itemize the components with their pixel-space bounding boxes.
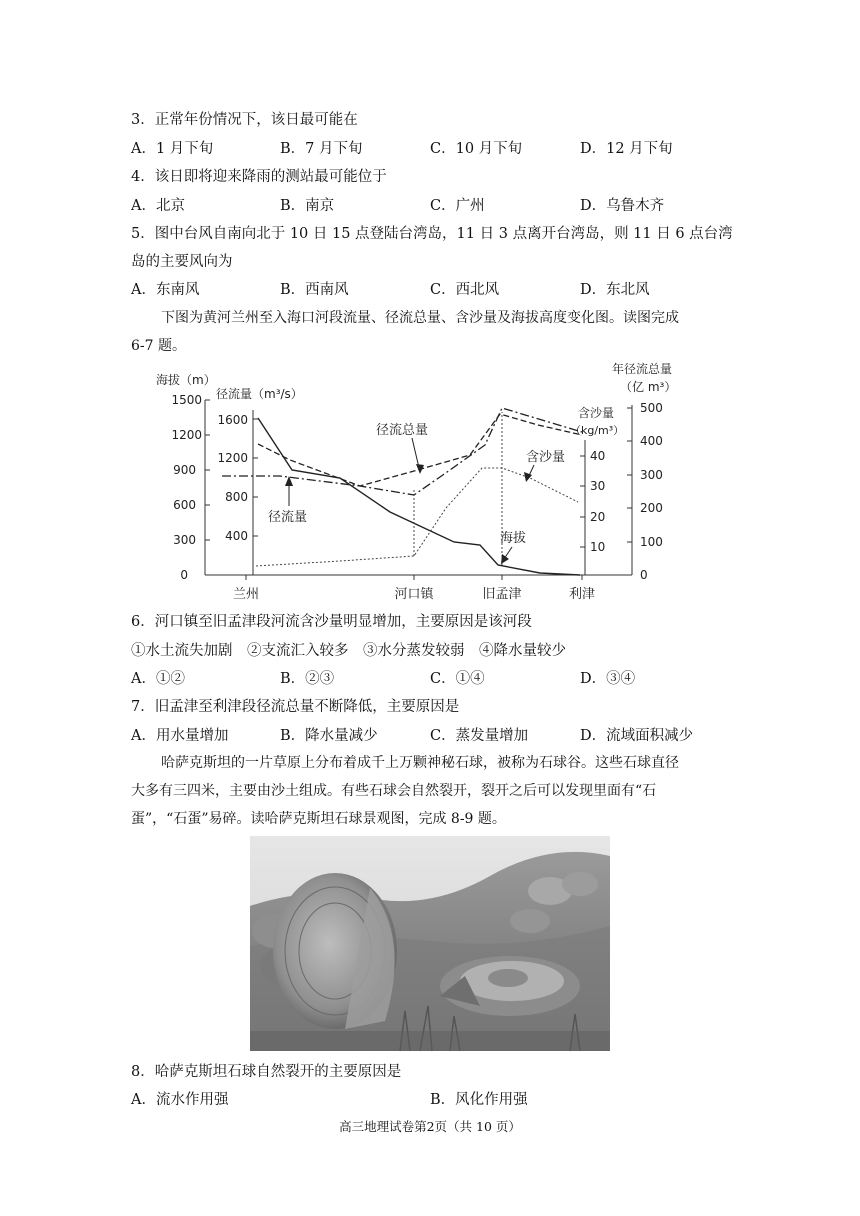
run-tick-500: 500 <box>640 401 663 415</box>
label-total-runoff: 径流总量 <box>376 423 429 438</box>
q7-option-c[interactable]: C．蒸发量增加 <box>430 728 529 744</box>
run-tick-400: 400 <box>640 434 663 448</box>
station-jiumengjin: 旧孟津 <box>482 587 522 602</box>
elev-tick-300: 300 <box>173 533 196 547</box>
q4-option-b[interactable]: B．南京 <box>280 198 335 214</box>
q6-stem: 6．河口镇至旧孟津段河流含沙量明显增加，主要原因是该河段 <box>131 614 532 630</box>
q4-stem: 4．该日即将迎来降雨的测站最可能位于 <box>131 169 387 185</box>
q6-reasons: ①水土流失加剧 ②支流汇入较多 ③水分蒸发较弱 ④降水量较少 <box>131 643 566 659</box>
q6-option-a[interactable]: A．①② <box>131 671 185 687</box>
sed-tick-30: 30 <box>590 479 606 493</box>
elev-tick-600: 600 <box>173 498 196 512</box>
disc-tick-800: 800 <box>225 490 248 504</box>
q3-option-b[interactable]: B．7 月下旬 <box>280 141 363 157</box>
axis-title-total-runoff-1: 年径流总量 <box>612 362 673 376</box>
stone-ball-photo <box>250 836 610 1051</box>
discharge-ticks <box>217 413 258 543</box>
intro-8-9-line1: 哈萨克斯坦的一片草原上分布着成千上万颗神秘石球，被称为石球谷。这些石球直径 <box>161 755 679 771</box>
q6-option-d[interactable]: D．③④ <box>580 671 636 687</box>
q7-stem: 7．旧孟津至利津段径流总量不断降低，主要原因是 <box>131 699 460 715</box>
axis-title-total-runoff-2: （亿 m³） <box>620 380 677 394</box>
q5-stem-line1: 5．图中台风自南向北于 10 日 15 点登陆台湾岛，11 日 3 点离开台湾岛，则 11 日 6 点台湾 <box>131 226 733 242</box>
disc-tick-400: 400 <box>225 529 248 543</box>
intro-8-9-line3: 蛋”，“石蛋”易碎。读哈萨克斯坦石球景观图，完成 8-9 题。 <box>131 811 506 827</box>
label-discharge: 径流量 <box>268 510 308 525</box>
q4-option-d[interactable]: D．乌鲁木齐 <box>580 198 665 214</box>
sed-tick-20: 20 <box>590 510 606 524</box>
station-lijin: 利津 <box>568 587 596 602</box>
run-tick-300: 300 <box>640 468 663 482</box>
q7-option-d[interactable]: D．流域面积减少 <box>580 728 694 744</box>
sed-tick-40: 40 <box>590 449 606 463</box>
q4-option-a[interactable]: A．北京 <box>131 198 185 214</box>
page-footer: 高三地理试卷第2页（共 10 页） <box>339 1119 521 1134</box>
q5-option-c[interactable]: C．西北风 <box>430 282 500 298</box>
elev-tick-0: 0 <box>180 568 188 582</box>
station-lanzhou: 兰州 <box>232 587 260 602</box>
elev-tick-1500: 1500 <box>171 393 202 407</box>
q5-option-d[interactable]: D．东北风 <box>580 282 650 298</box>
yellow-river-chart <box>150 360 677 605</box>
disc-tick-1600: 1600 <box>217 413 248 427</box>
run-tick-200: 200 <box>640 501 663 515</box>
station-hekouzhen: 河口镇 <box>394 587 434 602</box>
q3-option-d[interactable]: D．12 月下旬 <box>580 141 673 157</box>
q7-option-a[interactable]: A．用水量增加 <box>131 728 229 744</box>
q8-stem: 8．哈萨克斯坦石球自然裂开的主要原因是 <box>131 1064 402 1080</box>
q8-option-b[interactable]: B．风化作用强 <box>430 1092 528 1108</box>
series-elevation <box>258 418 580 575</box>
q4-option-c[interactable]: C．广州 <box>430 198 485 214</box>
intro-6-7-line1: 下图为黄河兰州至入海口河段流量、径流总量、含沙量及海拔高度变化图。读图完成 <box>161 310 679 326</box>
q6-option-b[interactable]: B．②③ <box>280 671 335 687</box>
q3-option-a[interactable]: A．1 月下旬 <box>131 141 214 157</box>
q3-stem: 3．正常年份情况下，该日最可能在 <box>131 112 358 128</box>
q7-option-b[interactable]: B．降水量减少 <box>280 728 378 744</box>
sed-tick-10: 10 <box>590 540 606 554</box>
q5-stem-line2: 岛的主要风向为 <box>131 254 233 270</box>
axis-title-sediment-1: 含沙量 <box>578 406 615 420</box>
intro-6-7-line2: 6-7 题。 <box>131 338 186 354</box>
axis-title-elevation: 海拔（m） <box>156 373 216 387</box>
q5-option-b[interactable]: B．西南风 <box>280 282 349 298</box>
axis-title-sediment-2: （kg/m³） <box>570 424 625 437</box>
sediment-ticks <box>580 449 605 554</box>
elev-tick-1200: 1200 <box>171 428 202 442</box>
q5-option-a[interactable]: A．东南风 <box>131 282 200 298</box>
label-elevation: 海拔 <box>500 531 527 546</box>
elev-tick-900: 900 <box>173 463 196 477</box>
axis-title-discharge: 径流量（m³/s） <box>216 387 303 401</box>
run-tick-100: 100 <box>640 535 663 549</box>
run-tick-0: 0 <box>640 568 648 582</box>
disc-tick-1200: 1200 <box>217 451 248 465</box>
q8-option-a[interactable]: A．流水作用强 <box>131 1092 229 1108</box>
q6-option-c[interactable]: C．①④ <box>430 671 485 687</box>
elevation-ticks <box>171 393 210 582</box>
intro-8-9-line2: 大多有三四米，主要由沙土组成。有些石球会自然裂开，裂开之后可以发现里面有“石 <box>131 783 657 799</box>
q3-option-c[interactable]: C．10 月下旬 <box>430 141 523 157</box>
label-sediment: 含沙量 <box>526 450 566 465</box>
